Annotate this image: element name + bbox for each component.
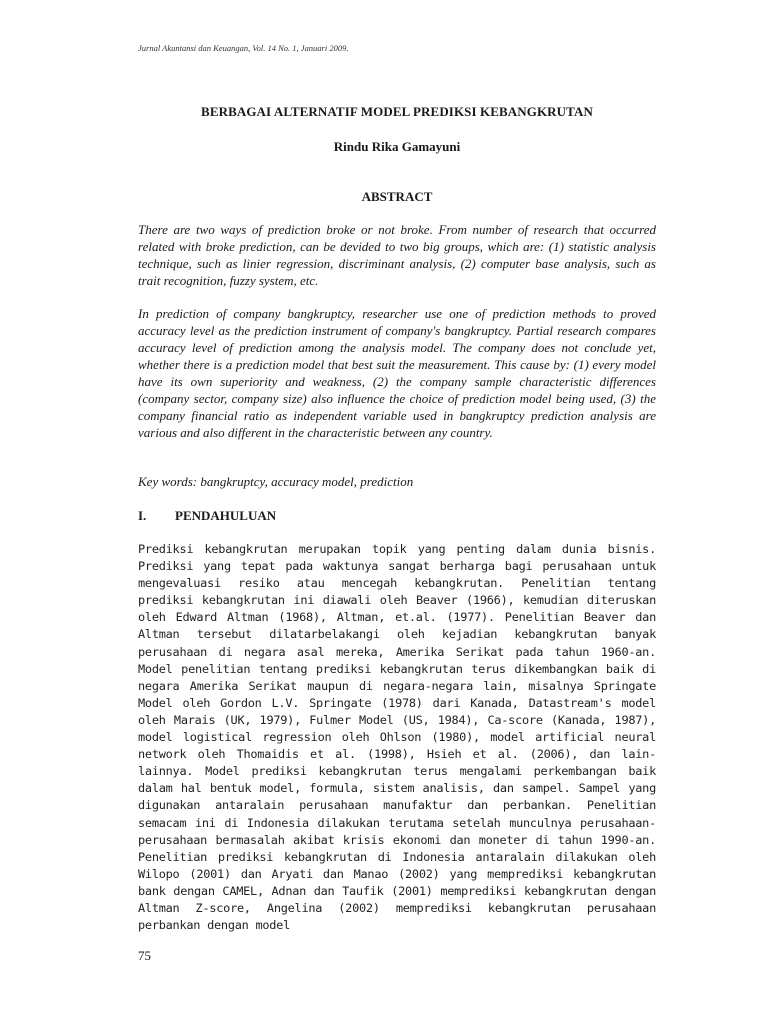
abstract-paragraph-2: In prediction of company bangkruptcy, researcher use one of prediction methods to proved accuracy level as the prediction instrument of company's bangkruptcy. Partial research compares accuracy level of prediction among the analysis model. The company does not conclude yet, whether there is a prediction model that best suit the measurement. This cause by: (1) every model have its own superiority and weakness, (2) the company sample characteristic differences (company sector, company size) also influence the choice of prediction model being used, (3) the company financial ratio as independent variable used in bangkruptcy prediction analysis are various and also different in the characteristic between any country. (138, 306, 656, 440)
section-number: I. (138, 508, 147, 523)
author-name: Rindu Rika Gamayuni (333, 139, 461, 154)
running-head: Jurnal Akuntansi dan Keuangan, Vol. 14 No. 1, Januari 2009. (138, 43, 349, 53)
abstract-paragraph-1: There are two ways of prediction broke or not broke. From number of research that occurred related with broke prediction, can be devided to two big groups, which are: (1) statistic analysis technique, such as linier regression, discriminant analysis, (2) computer base analysis, such as trait recognition, fuzzy system, etc. (138, 222, 656, 288)
body-paragraph-1: Prediksi kebangkrutan merupakan topik yang penting dalam dunia bisnis. Prediksi yang tepat pada waktunya sangat berharga bagi perusahaan untuk mengevaluasi resiko atau mencegah kebangkrutan. Penelitian tentang prediksi kebangkrutan ini diawali oleh Beaver (1966), kemudian diteruskan oleh Edward Altman (1968), Altman, et.al. (1977). Penelitian Beaver dan Altman tersebut dilatarbelakangi oleh kejadian kebangkrutan banyak perusahaan di negara asal mereka, Amerika Serikat pada tahun 1960-an. Model penelitian tentang prediksi kebangkrutan terus dikembangkan baik di negara Amerika Serikat maupun di negara-negara lain, misalnya Springate Model oleh Gordon L.V. Springate (1978) dari Kanada, Datastream's model oleh Marais (UK, 1979), Fulmer Model (US, 1984), Ca-score (Kanada, 1987), model logistical regression oleh Ohlson (1980), model artificial neural network oleh Thomaidis et al. (1998), Hsieh et al. (2006), dan lain-lainnya. Model prediksi kebangkrutan terus mengalami perkembangan baik dalam hal bentuk model, formula, sistem analisis, dan sampel. Sampel yang digunakan antaralain perusahaan manufaktur dan perbankan. Penelitian semacam ini di Indonesia dilakukan terutama setelah munculnya perusahaan-perusahaan bermasalah akibat krisis ekonomi dan moneter di tahun 1990-an. Penelitian prediksi kebangkrutan di Indonesia antaralain dilakukan oleh Wilopo (2001) dan Aryati dan Manao (2002) yang memprediksi kebangkrutan bank dengan CAMEL, Adnan dan Taufik (2001) memprediksi kebangkrutan dengan Altman Z-score, Angelina (2002) memprediksi kebangkrutan perusahaan perbankan dengan model (138, 542, 656, 933)
keywords-line: Key words: bangkruptcy, accuracy model, prediction (138, 474, 414, 489)
section-heading (138, 508, 276, 524)
paper-title: BERBAGAI ALTERNATIF MODEL PREDIKSI KEBANGKRUTAN (201, 104, 593, 119)
abstract-heading: ABSTRACT (361, 189, 433, 204)
section-title: PENDAHULUAN (175, 508, 277, 523)
page-number: 75 (138, 948, 151, 963)
